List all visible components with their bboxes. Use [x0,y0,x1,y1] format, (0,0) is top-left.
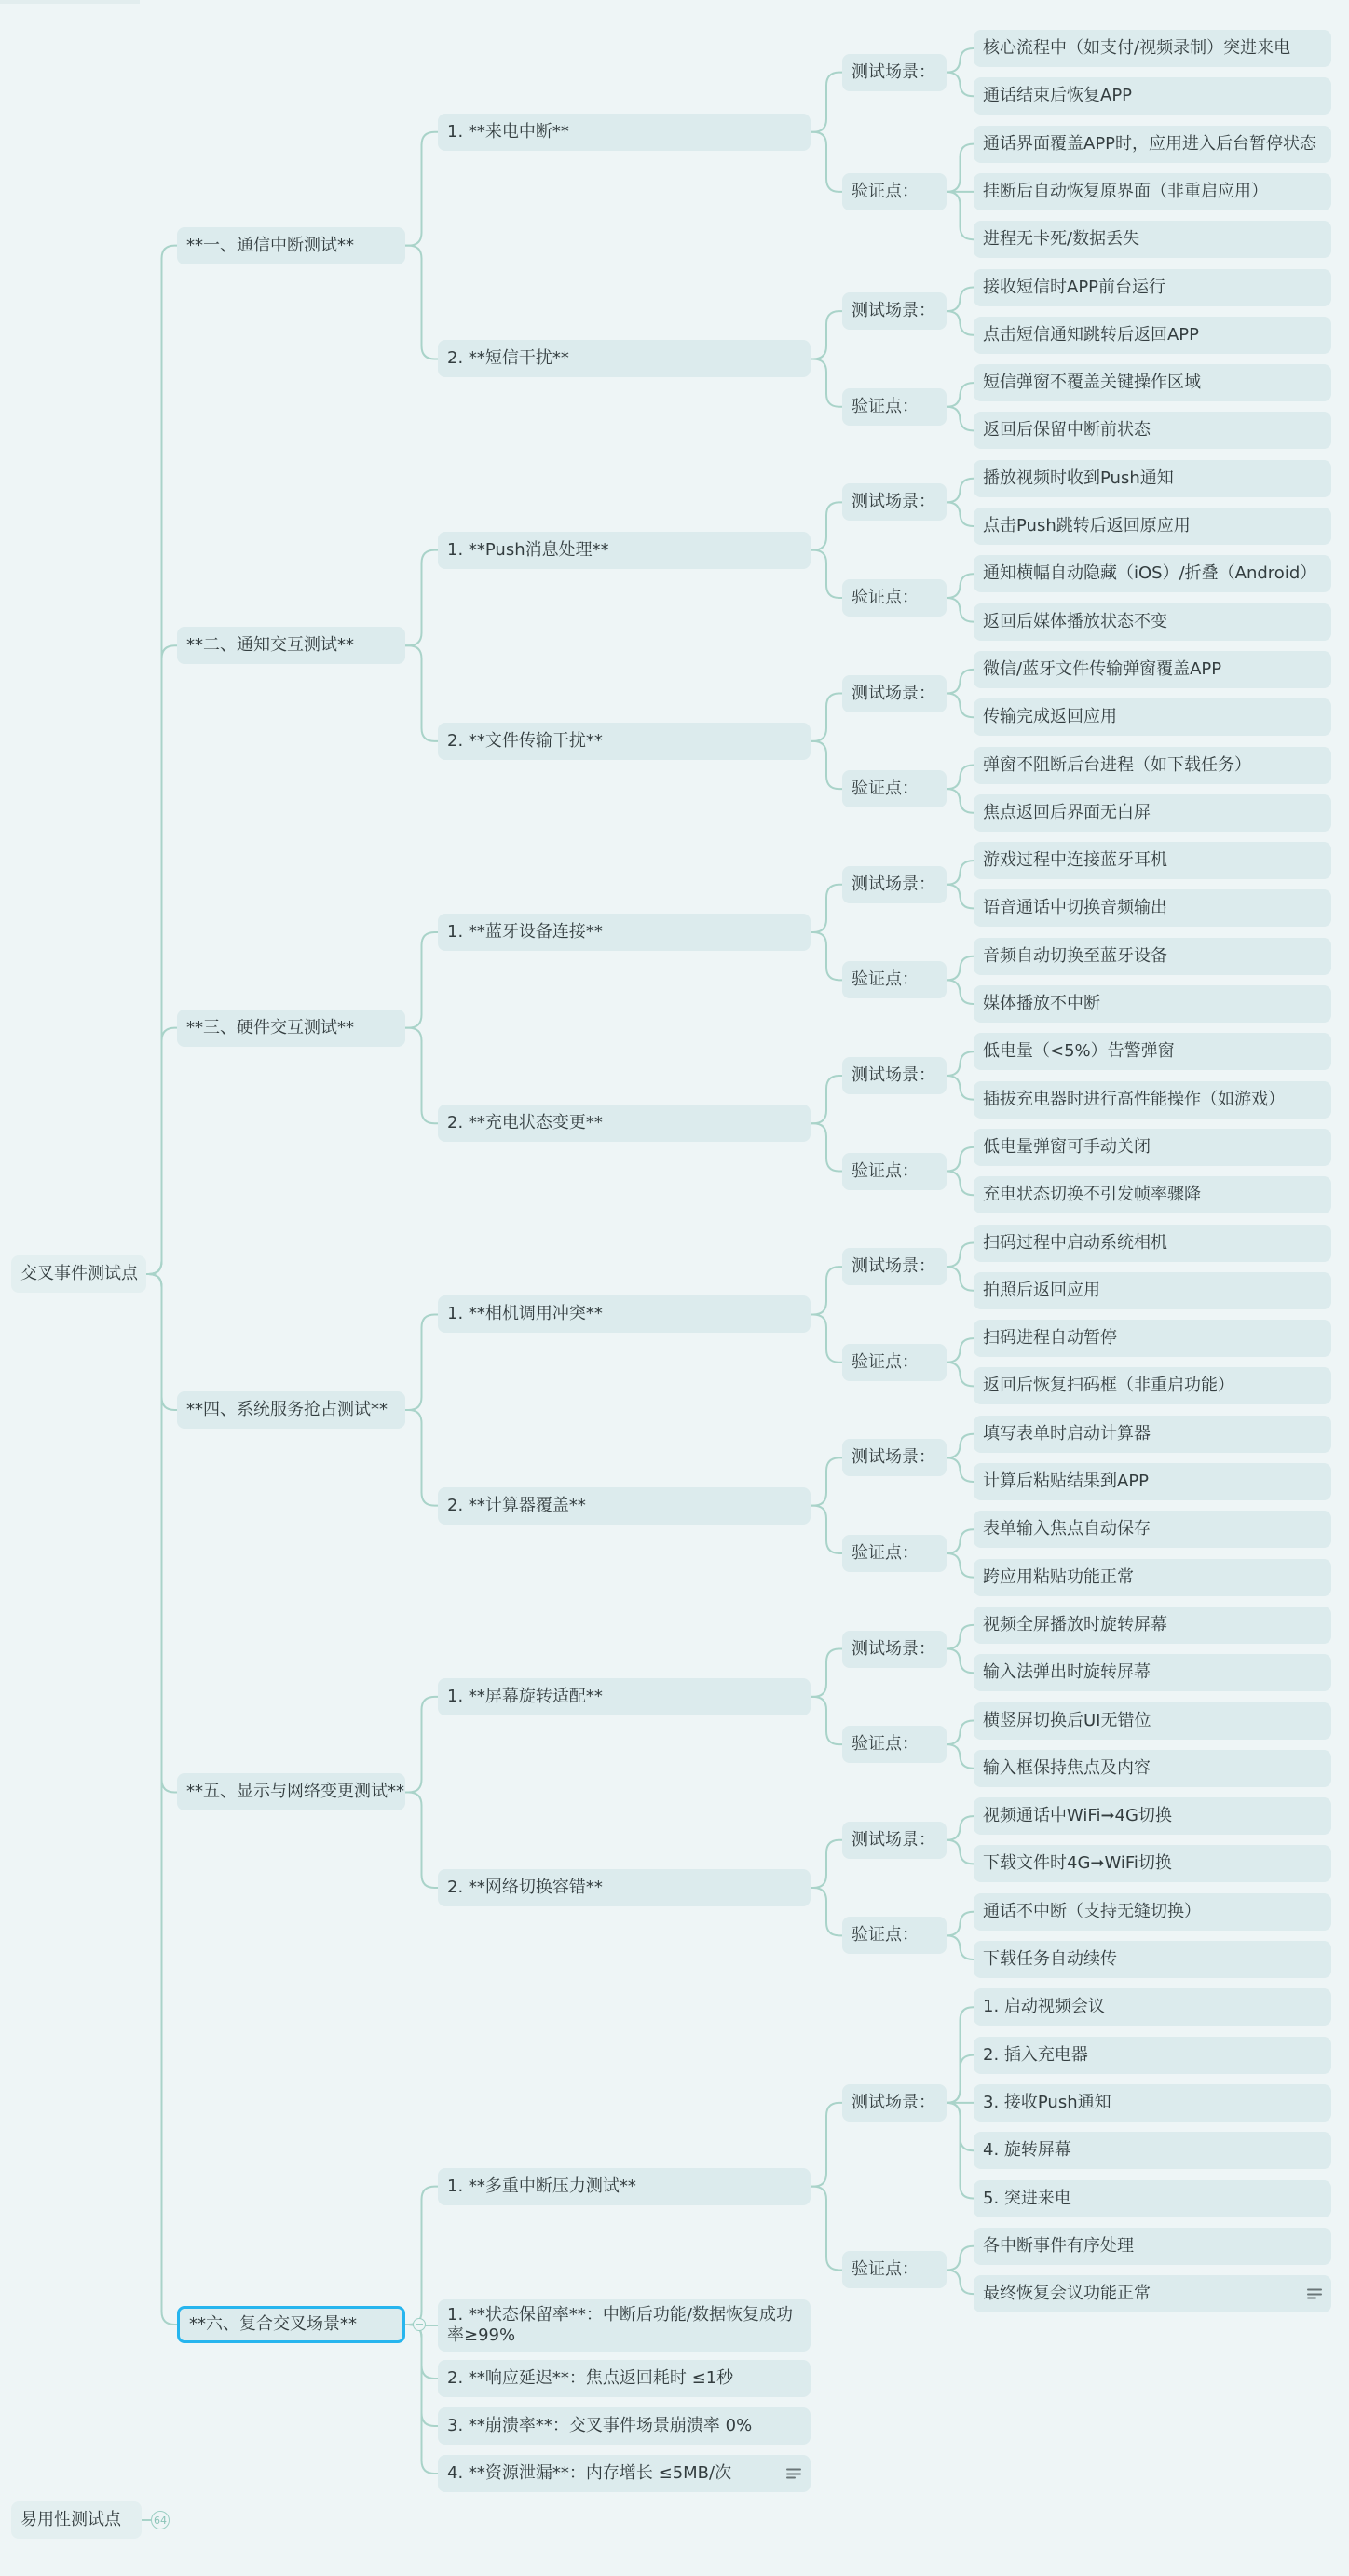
test-item[interactable] [438,532,811,569]
test-item-label: 1. **来电中断** [447,121,569,142]
scenario-leaf-label: 扫码过程中启动系统相机 [983,1232,1167,1253]
check-group-label[interactable] [842,173,947,210]
scenario-group-label-label: 测试场景： [852,1256,935,1277]
check-group-label-label: 验证点： [852,1160,919,1181]
scenario-leaf-label: 核心流程中（如支付/视频录制）突进来电 [983,38,1291,58]
scenario-leaf[interactable] [974,2180,1331,2217]
scenario-group-label[interactable] [842,1439,947,1476]
check-group-label-label: 验证点： [852,969,919,990]
scenario-leaf-label: 低电量（<5%）告警弹窗 [983,1041,1175,1062]
check-leaf-label: 通话不中断（支持无缝切换） [983,1901,1201,1921]
scenario-leaf-label: 填写表单时启动计算器 [983,1423,1151,1444]
check-group-label[interactable] [842,1344,947,1381]
test-item[interactable] [438,723,811,760]
scenario-leaf-label: 视频全屏播放时旋转屏幕 [983,1614,1167,1634]
test-item[interactable] [438,1487,811,1525]
scenario-group-label[interactable] [842,1822,947,1859]
check-group-label[interactable] [842,1153,947,1190]
scenario-leaf[interactable] [974,269,1331,306]
test-item[interactable] [438,2168,811,2205]
scenario-leaf[interactable] [974,889,1331,927]
scenario-leaf[interactable] [974,1033,1331,1070]
scenario-leaf-label: 下载文件时4G➞WiFi切换 [983,1853,1172,1874]
check-leaf[interactable] [974,412,1331,449]
scenario-leaf-label: 微信/蓝牙文件传输弹窗覆盖APP [983,658,1222,679]
metric-item-label: 4. **资源泄漏**：内存增长 ≤5MB/次 [447,2463,732,2483]
scenario-leaf-label: 视频通话中WiFi➞4G切换 [983,1806,1172,1826]
test-item[interactable] [438,114,811,151]
check-group-label-label: 验证点： [852,1542,919,1563]
test-item-label: 2. **短信干扰** [447,348,569,369]
check-group-label-label: 验证点： [852,181,919,201]
check-leaf[interactable] [974,364,1331,401]
scenario-leaf-label: 计算后粘贴结果到APP [983,1471,1150,1491]
check-leaf[interactable] [974,555,1331,592]
category-node-label: **三、硬件交互测试** [186,1017,354,1037]
check-group-label-label: 验证点： [852,396,919,416]
check-group-label[interactable] [842,1726,947,1763]
test-item-label: 2. **计算器覆盖** [447,1495,586,1515]
scenario-leaf-label: 播放视频时收到Push通知 [983,468,1174,488]
scenario-leaf[interactable] [974,1607,1331,1644]
check-leaf[interactable] [974,1893,1331,1931]
category-node-label: **四、系统服务抢占测试** [186,1400,388,1420]
scenario-leaf[interactable] [974,698,1331,736]
check-leaf[interactable] [974,603,1331,641]
scenario-group-label[interactable] [842,2084,947,2122]
scenario-leaf[interactable] [974,317,1331,354]
check-leaf-label: 弹窗不阻断后台进程（如下载任务） [983,754,1251,775]
scenario-leaf-label: 点击短信通知跳转后返回APP [983,324,1200,345]
test-item-label: 1. **多重中断压力测试** [447,2176,636,2196]
category-node-label: **六、复合交叉场景** [189,2314,357,2334]
check-leaf-label: 媒体播放不中断 [983,994,1100,1013]
test-item-label: 1. **Push消息处理** [447,539,609,560]
check-leaf-label: 进程无卡死/数据丢失 [983,229,1140,250]
check-leaf[interactable] [974,1367,1331,1404]
check-leaf[interactable] [974,1702,1331,1740]
metric-item[interactable] [438,2299,811,2352]
scenario-group-label[interactable] [842,866,947,903]
check-leaf-label: 最终恢复会议功能正常 [983,2284,1151,2304]
scenario-leaf[interactable] [974,1463,1331,1500]
scenario-group-label-label: 测试场景： [852,1829,935,1850]
check-group-label[interactable] [842,388,947,426]
check-group-label-label: 验证点： [852,1925,919,1946]
scenario-group-label-label: 测试场景： [852,683,935,703]
check-leaf[interactable] [974,1129,1331,1166]
scenario-group-label[interactable] [842,1631,947,1668]
scenario-group-label[interactable] [842,54,947,91]
metric-item[interactable] [438,2360,811,2397]
category-node[interactable] [177,2306,405,2343]
check-leaf[interactable] [974,1750,1331,1787]
category-node[interactable] [177,227,405,264]
root-node[interactable] [11,1255,146,1293]
scenario-leaf-label: 1. 启动视频会议 [983,1997,1105,2017]
scenario-group-label-label: 测试场景： [852,301,935,321]
check-group-label[interactable] [842,961,947,998]
scenario-leaf-label: 4. 旋转屏幕 [983,2140,1071,2161]
test-item-label: 1. **屏幕旋转适配** [447,1686,603,1706]
check-leaf[interactable] [974,2275,1331,2312]
sibling-root-node[interactable] [11,2501,142,2539]
root-node-label: 交叉事件测试点 [20,1264,138,1283]
scenario-group-label[interactable] [842,292,947,330]
check-leaf-label: 扫码进程自动暂停 [983,1328,1117,1349]
metric-item[interactable] [438,2407,811,2445]
scenario-leaf[interactable] [974,1654,1331,1691]
check-leaf-label: 返回后媒体播放状态不变 [983,611,1167,631]
test-item-label: 2. **网络切换容错** [447,1878,603,1898]
scenario-leaf-label: 接收短信时APP前台运行 [983,277,1166,297]
check-leaf[interactable] [974,221,1331,258]
scenario-leaf[interactable] [974,2084,1331,2122]
check-leaf-label: 短信弹窗不覆盖关键操作区域 [983,373,1201,393]
check-leaf-label: 低电量弹窗可手动关闭 [983,1136,1151,1157]
scenario-leaf-label: 点击Push跳转后返回原应用 [983,516,1191,536]
scenario-group-label[interactable] [842,1248,947,1285]
scenario-leaf-label: 插拔充电器时进行高性能操作（如游戏） [983,1089,1285,1109]
scenario-leaf-label: 游戏过程中连接蓝牙耳机 [983,850,1167,871]
scenario-leaf[interactable] [974,651,1331,688]
scenario-group-label-label: 测试场景： [852,1064,935,1085]
check-leaf[interactable] [974,747,1331,784]
check-leaf[interactable] [974,1511,1331,1548]
scenario-leaf[interactable] [974,1081,1331,1119]
check-leaf-label: 返回后保留中断前状态 [983,420,1151,441]
scenario-leaf[interactable] [974,2132,1331,2169]
category-node[interactable] [177,1010,405,1047]
check-leaf[interactable] [974,1320,1331,1357]
check-leaf-label: 下载任务自动续传 [983,1949,1117,1969]
scenario-leaf-label: 5. 突进来电 [983,2188,1071,2208]
scenario-leaf-label: 通话结束后恢复APP [983,86,1133,106]
check-group-label-label: 验证点： [852,587,919,607]
scenario-leaf[interactable] [974,508,1331,545]
scenario-leaf[interactable] [974,1416,1331,1453]
scenario-leaf[interactable] [974,2037,1331,2074]
check-leaf[interactable] [974,173,1331,210]
scenario-group-label-label: 测试场景： [852,492,935,512]
test-item[interactable] [438,1295,811,1333]
category-node-label: **二、通知交互测试** [186,635,354,656]
check-leaf-label: 输入框保持焦点及内容 [983,1757,1151,1778]
check-leaf-label: 跨应用粘贴功能正常 [983,1566,1134,1587]
scenario-leaf[interactable] [974,842,1331,879]
scenario-group-label-label: 测试场景： [852,1638,935,1659]
metric-item-label: 3. **崩溃率**：交叉事件场景崩溃率 0% [447,2416,753,2435]
check-leaf-label: 焦点返回后界面无白屏 [983,802,1151,822]
check-leaf[interactable] [974,794,1331,832]
scenario-leaf[interactable] [974,77,1331,115]
check-leaf[interactable] [974,1559,1331,1596]
check-group-label-label: 验证点： [852,1351,919,1372]
check-group-label[interactable] [842,1535,947,1572]
category-node-label: **五、显示与网络变更测试** [186,1782,404,1802]
category-node[interactable] [177,627,405,664]
check-leaf-label: 充电状态切换不引发帧率骤降 [983,1185,1201,1205]
check-leaf-label: 表单输入焦点自动保存 [983,1519,1151,1539]
scenario-group-label[interactable] [842,1057,947,1094]
sibling-root-node-label: 易用性测试点 [20,2510,121,2529]
scenario-leaf[interactable] [974,1797,1331,1835]
check-leaf[interactable] [974,938,1331,975]
scenario-leaf[interactable] [974,1988,1331,2026]
scenario-leaf-label: 语音通话中切换音频输出 [983,898,1167,918]
scenario-leaf[interactable] [974,30,1331,67]
category-node[interactable] [177,1773,405,1810]
test-item[interactable] [438,914,811,951]
scenario-group-label-label: 测试场景： [852,61,935,82]
scenario-leaf-label: 2. 插入充电器 [983,2044,1088,2065]
check-leaf-label: 横竖屏切换后UI无错位 [983,1710,1151,1730]
test-item-label: 1. **蓝牙设备连接** [447,922,603,942]
test-item-label: 2. **文件传输干扰** [447,730,603,751]
scenario-leaf[interactable] [974,1845,1331,1882]
check-leaf[interactable] [974,126,1331,163]
collapsed-count-badge[interactable]: 64 [151,2511,170,2529]
metric-item-label: 1. **状态保留率**：中断后功能/数据恢复成功率≥99% [447,2305,793,2345]
metric-item-label: 2. **响应延迟**：焦点返回耗时 ≤1秒 [447,2368,734,2388]
check-leaf-label: 音频自动切换至蓝牙设备 [983,945,1167,966]
scenario-leaf-label: 传输完成返回应用 [983,707,1117,727]
scenario-group-label-label: 测试场景： [852,874,935,894]
check-leaf-label: 通知横幅自动隐藏（iOS）/折叠（Android） [983,563,1317,584]
test-item-label: 2. **充电状态变更** [447,1113,603,1133]
check-leaf[interactable] [974,1176,1331,1213]
check-leaf[interactable] [974,2228,1331,2265]
check-leaf[interactable] [974,985,1331,1023]
check-group-label-label: 验证点： [852,779,919,799]
scenario-group-label-label: 测试场景： [852,2092,935,2112]
test-item[interactable] [438,1105,811,1142]
test-item-label: 1. **相机调用冲突** [447,1304,603,1324]
check-group-label[interactable] [842,1917,947,1954]
test-item[interactable] [438,1678,811,1715]
scenario-leaf-label: 3. 接收Push通知 [983,2092,1111,2112]
check-group-label-label: 验证点： [852,2259,919,2280]
check-group-label-label: 验证点： [852,1734,919,1755]
scenario-leaf[interactable] [974,1272,1331,1309]
scenario-leaf-label: 输入法弹出时旋转屏幕 [983,1662,1151,1683]
scenario-group-label-label: 测试场景： [852,1447,935,1468]
scenario-group-label[interactable] [842,675,947,712]
note-icon[interactable] [786,2469,801,2479]
scenario-leaf[interactable] [974,460,1331,497]
category-node[interactable] [177,1391,405,1429]
check-leaf[interactable] [974,1941,1331,1978]
check-leaf-label: 挂断后自动恢复原界面（非重启应用） [983,181,1268,201]
category-node-label: **一、通信中断测试** [186,235,354,255]
check-group-label[interactable] [842,770,947,807]
test-item[interactable] [438,340,811,377]
check-group-label[interactable] [842,579,947,617]
scenario-leaf-label: 拍照后返回应用 [983,1280,1100,1300]
test-item[interactable] [438,1869,811,1906]
scenario-group-label[interactable] [842,483,947,521]
check-leaf-label: 通话界面覆盖APP时，应用进入后台暂停状态 [983,133,1317,154]
check-group-label[interactable] [842,2251,947,2288]
note-icon[interactable] [1307,2289,1322,2299]
check-leaf-label: 返回后恢复扫码框（非重启功能） [983,1376,1234,1396]
collapse-toggle-icon[interactable] [413,2318,426,2331]
check-leaf-label: 各中断事件有序处理 [983,2235,1134,2256]
scenario-leaf[interactable] [974,1225,1331,1262]
metric-item[interactable] [438,2455,811,2492]
